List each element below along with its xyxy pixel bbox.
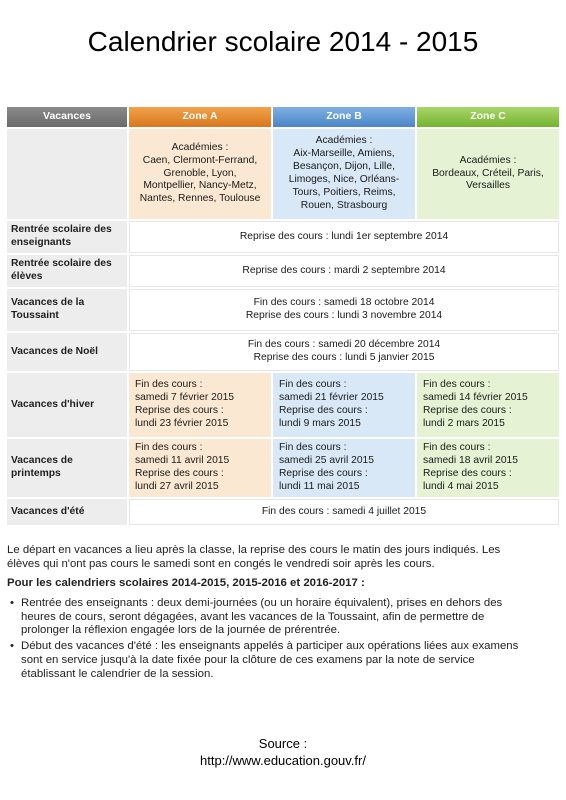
row-label-noel: Vacances de Noël xyxy=(7,331,127,371)
academies-row xyxy=(7,127,559,219)
row-label-ete: Vacances d'été xyxy=(7,497,127,525)
list-item xyxy=(7,597,559,638)
zone-c-academies: Académies : Bordeaux, Créteil, Paris, Versailles xyxy=(415,127,559,219)
toussaint-dates: Fin des cours : samedi 18 octobre 2014 Reprise des cours : lundi 3 novembre 2014 xyxy=(127,287,559,331)
academies-label-cell xyxy=(7,127,127,219)
row-label-hiver: Vacances d'hiver xyxy=(7,371,127,437)
table-header-row xyxy=(7,107,559,127)
hiver-zone-b: Fin des cours : samedi 21 février 2015 Reprise des cours : lundi 9 mars 2015 xyxy=(271,371,415,437)
noel-dates: Fin des cours : samedi 20 décembre 2014 Reprise des cours : lundi 5 janvier 2015 xyxy=(127,331,559,371)
row-rentree-enseignants xyxy=(7,219,559,253)
zone-a-academies: Académies : Caen, Clermont-Ferrand, Grenoble, Lyon, Montpellier, Nancy-Metz, Nantes, Rennes, Toulouse xyxy=(127,127,271,219)
notes-heading: Pour les calendriers scolaires 2014-2015, 2015-2016 et 2016-2017 : xyxy=(7,577,365,590)
row-ete xyxy=(7,497,559,525)
row-toussaint xyxy=(7,287,559,331)
notes-intro: Le départ en vacances a lieu après la classe, la reprise des cours le matin des jours indiqués. Les élèves qui n'ont pas cours le samedi sont en congés le vendredi soir après les cours. xyxy=(7,544,501,570)
header-vacances: Vacances xyxy=(7,107,127,127)
bullet-text-rentree-enseignants: Rentrée des enseignants : deux demi-journées (ou un horaire équivalent), prises en dehors des heures de cours, seront dégagées, avant les vacances de la Toussaint, afin de permettre de prolonger la réflexion engagée lors de la journée de prérentrée. xyxy=(21,597,503,637)
row-label-rentree-enseignants: Rentrée scolaire des enseignants xyxy=(7,219,127,253)
header-zone-b: Zone B xyxy=(271,107,415,127)
row-printemps xyxy=(7,437,559,497)
printemps-zone-c: Fin des cours : samedi 18 avril 2015 Reprise des cours : lundi 4 mai 2015 xyxy=(415,437,559,497)
source-credit xyxy=(0,736,566,770)
source-label: Source : xyxy=(258,736,308,751)
row-label-toussaint: Vacances de la Toussaint xyxy=(7,287,127,331)
source-url[interactable]: http://www.education.gouv.fr/ xyxy=(200,752,366,768)
printemps-zone-a: Fin des cours : samedi 11 avril 2015 Reprise des cours : lundi 27 avril 2015 xyxy=(127,437,271,497)
bullet-text-vacances-ete: Début des vacances d'été : les enseignants appelés à participer aux opérations liées aux examens sont en service jusqu'à la date fixée pour la clôture de ces examens par la note de service établissant le calendrier de la session. xyxy=(21,640,519,680)
rentree-eleves-dates: Reprise des cours : mardi 2 septembre 2014 xyxy=(127,253,559,287)
bullet-marker: • xyxy=(10,640,14,653)
hiver-zone-c: Fin des cours : samedi 14 février 2015 Reprise des cours : lundi 2 mars 2015 xyxy=(415,371,559,437)
school-calendar-table xyxy=(7,107,559,525)
row-rentree-eleves xyxy=(7,253,559,287)
row-label-rentree-eleves: Rentrée scolaire des élèves xyxy=(7,253,127,287)
row-label-printemps: Vacances de printemps xyxy=(7,437,127,497)
header-zone-c: Zone C xyxy=(415,107,559,127)
row-noel xyxy=(7,331,559,371)
bullet-marker: • xyxy=(10,597,14,610)
zone-b-academies: Académies : Aix-Marseille, Amiens, Besançon, Dijon, Lille, Limoges, Nice, Orléans- Tours, Poitiers, Reims, Rouen, Strasbourg xyxy=(271,127,415,219)
printemps-zone-b: Fin des cours : samedi 25 avril 2015 Reprise des cours : lundi 11 mai 2015 xyxy=(271,437,415,497)
ete-dates: Fin des cours : samedi 4 juillet 2015 xyxy=(127,497,559,525)
notes-section xyxy=(7,544,559,683)
rentree-enseignants-dates: Reprise des cours : lundi 1er septembre 2014 xyxy=(127,219,559,253)
list-item xyxy=(7,640,559,681)
header-zone-a: Zone A xyxy=(127,107,271,127)
hiver-zone-a: Fin des cours : samedi 7 février 2015 Reprise des cours : lundi 23 février 2015 xyxy=(127,371,271,437)
notes-bullet-list xyxy=(7,597,559,681)
row-hiver xyxy=(7,371,559,437)
page-title: Calendrier scolaire 2014 - 2015 xyxy=(87,26,479,57)
